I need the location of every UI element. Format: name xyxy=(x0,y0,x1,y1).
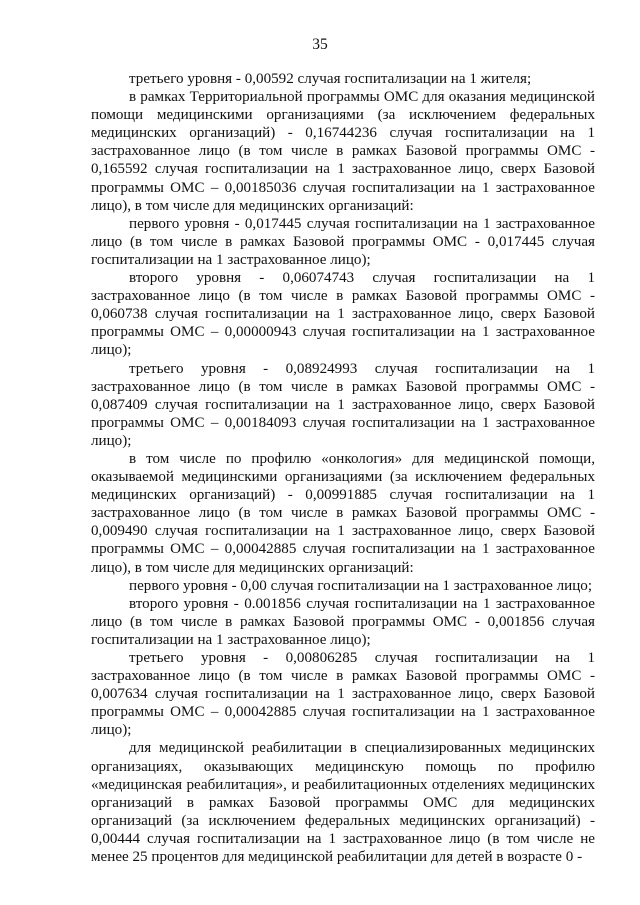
paragraph-second-level: второго уровня - 0,06074743 случая госпитализации на 1 застрахованное лицо (в том числе в рамках Базовой программы ОМС - 0,060738 случая госпитализации на 1 застрахованное лицо, сверх Базовой программы ОМС – 0,00000943 случая госпитализации на 1 застрахованное лицо); xyxy=(91,270,595,359)
document-body xyxy=(91,70,595,866)
paragraph-oncology-third-level: третьего уровня - 0,00806285 случая госпитализации на 1 застрахованное лицо (в том числе в рамках Базовой программы ОМС - 0,007634 случая госпитализации на 1 застрахованное лицо, сверх Базовой программы ОМС – 0,00042885 случая госпитализации на 1 застрахованное лицо); xyxy=(91,650,595,739)
paragraph-territorial-program: в рамках Территориальной программы ОМС для оказания медицинской помощи медицинскими организациями (за исключением федеральных медицинских организаций) - 0,16744236 случая госпитализации на 1 застрахованное лицо (в том числе в рамках Базовой программы ОМС - 0,165592 случая госпитализации на 1 застрахованное лицо, сверх Базовой программы ОМС – 0,00185036 случая госпитализации на 1 застрахованное лицо), в том числе для медицинских организаций: xyxy=(91,89,595,214)
paragraph-oncology-first-level: первого уровня - 0,00 случая госпитализации на 1 застрахованное лицо; xyxy=(129,577,593,594)
paragraph-oncology-second-level: второго уровня - 0.001856 случая госпитализации на 1 застрахованное лицо (в том числе в рамках Базовой программы ОМС - 0,001856 случая госпитализации на 1 застрахованное лицо); xyxy=(91,595,595,648)
paragraph-medical-rehabilitation: для медицинской реабилитации в специализированных медицинских организациях, оказывающих медицинскую помощь по профилю «медицинская реабилитация», и реабилитационных отделениях медицинских организаций в рамках Базовой программы ОМС для медицинских организаций (за исключением федеральных медицинских организаций) - 0,00444 случая госпитализации на 1 застрахованное лицо (в том числе не менее 25 процентов для медицинской реабилитации для детей в возрасте 0 - xyxy=(91,740,595,866)
paragraph-first-level: первого уровня - 0,017445 случая госпитализации на 1 застрахованное лицо (в том числе в рамках Базовой программы ОМС - 0,017445 случая госпитализации на 1 застрахованное лицо); xyxy=(91,215,595,268)
page-number: 35 xyxy=(312,36,328,53)
paragraph-third-level-per-resident: третьего уровня - 0,00592 случая госпитализации на 1 жителя; xyxy=(129,71,532,87)
paragraph-third-level: третьего уровня - 0,08924993 случая госпитализации на 1 застрахованное лицо (в том числе в рамках Базовой программы ОМС - 0,087409 случая госпитализации на 1 застрахованное лицо, сверх Базовой программы ОМС – 0,00184093 случая госпитализации на 1 застрахованное лицо); xyxy=(91,360,595,449)
paragraph-oncology-profile: в том числе по профилю «онкология» для медицинской помощи, оказываемой медицинскими организациями (за исключением федеральных медицинских организаций) - 0,00991885 случая госпитализации на 1 застрахованное лицо (в том числе в рамках Базовой программы ОМС - 0,009490 случая госпитализации на 1 застрахованное лицо, сверх Базовой программы ОМС – 0,00042885 случая госпитализации на 1 застрахованное лицо), в том числе для медицинских организаций: xyxy=(91,450,595,576)
